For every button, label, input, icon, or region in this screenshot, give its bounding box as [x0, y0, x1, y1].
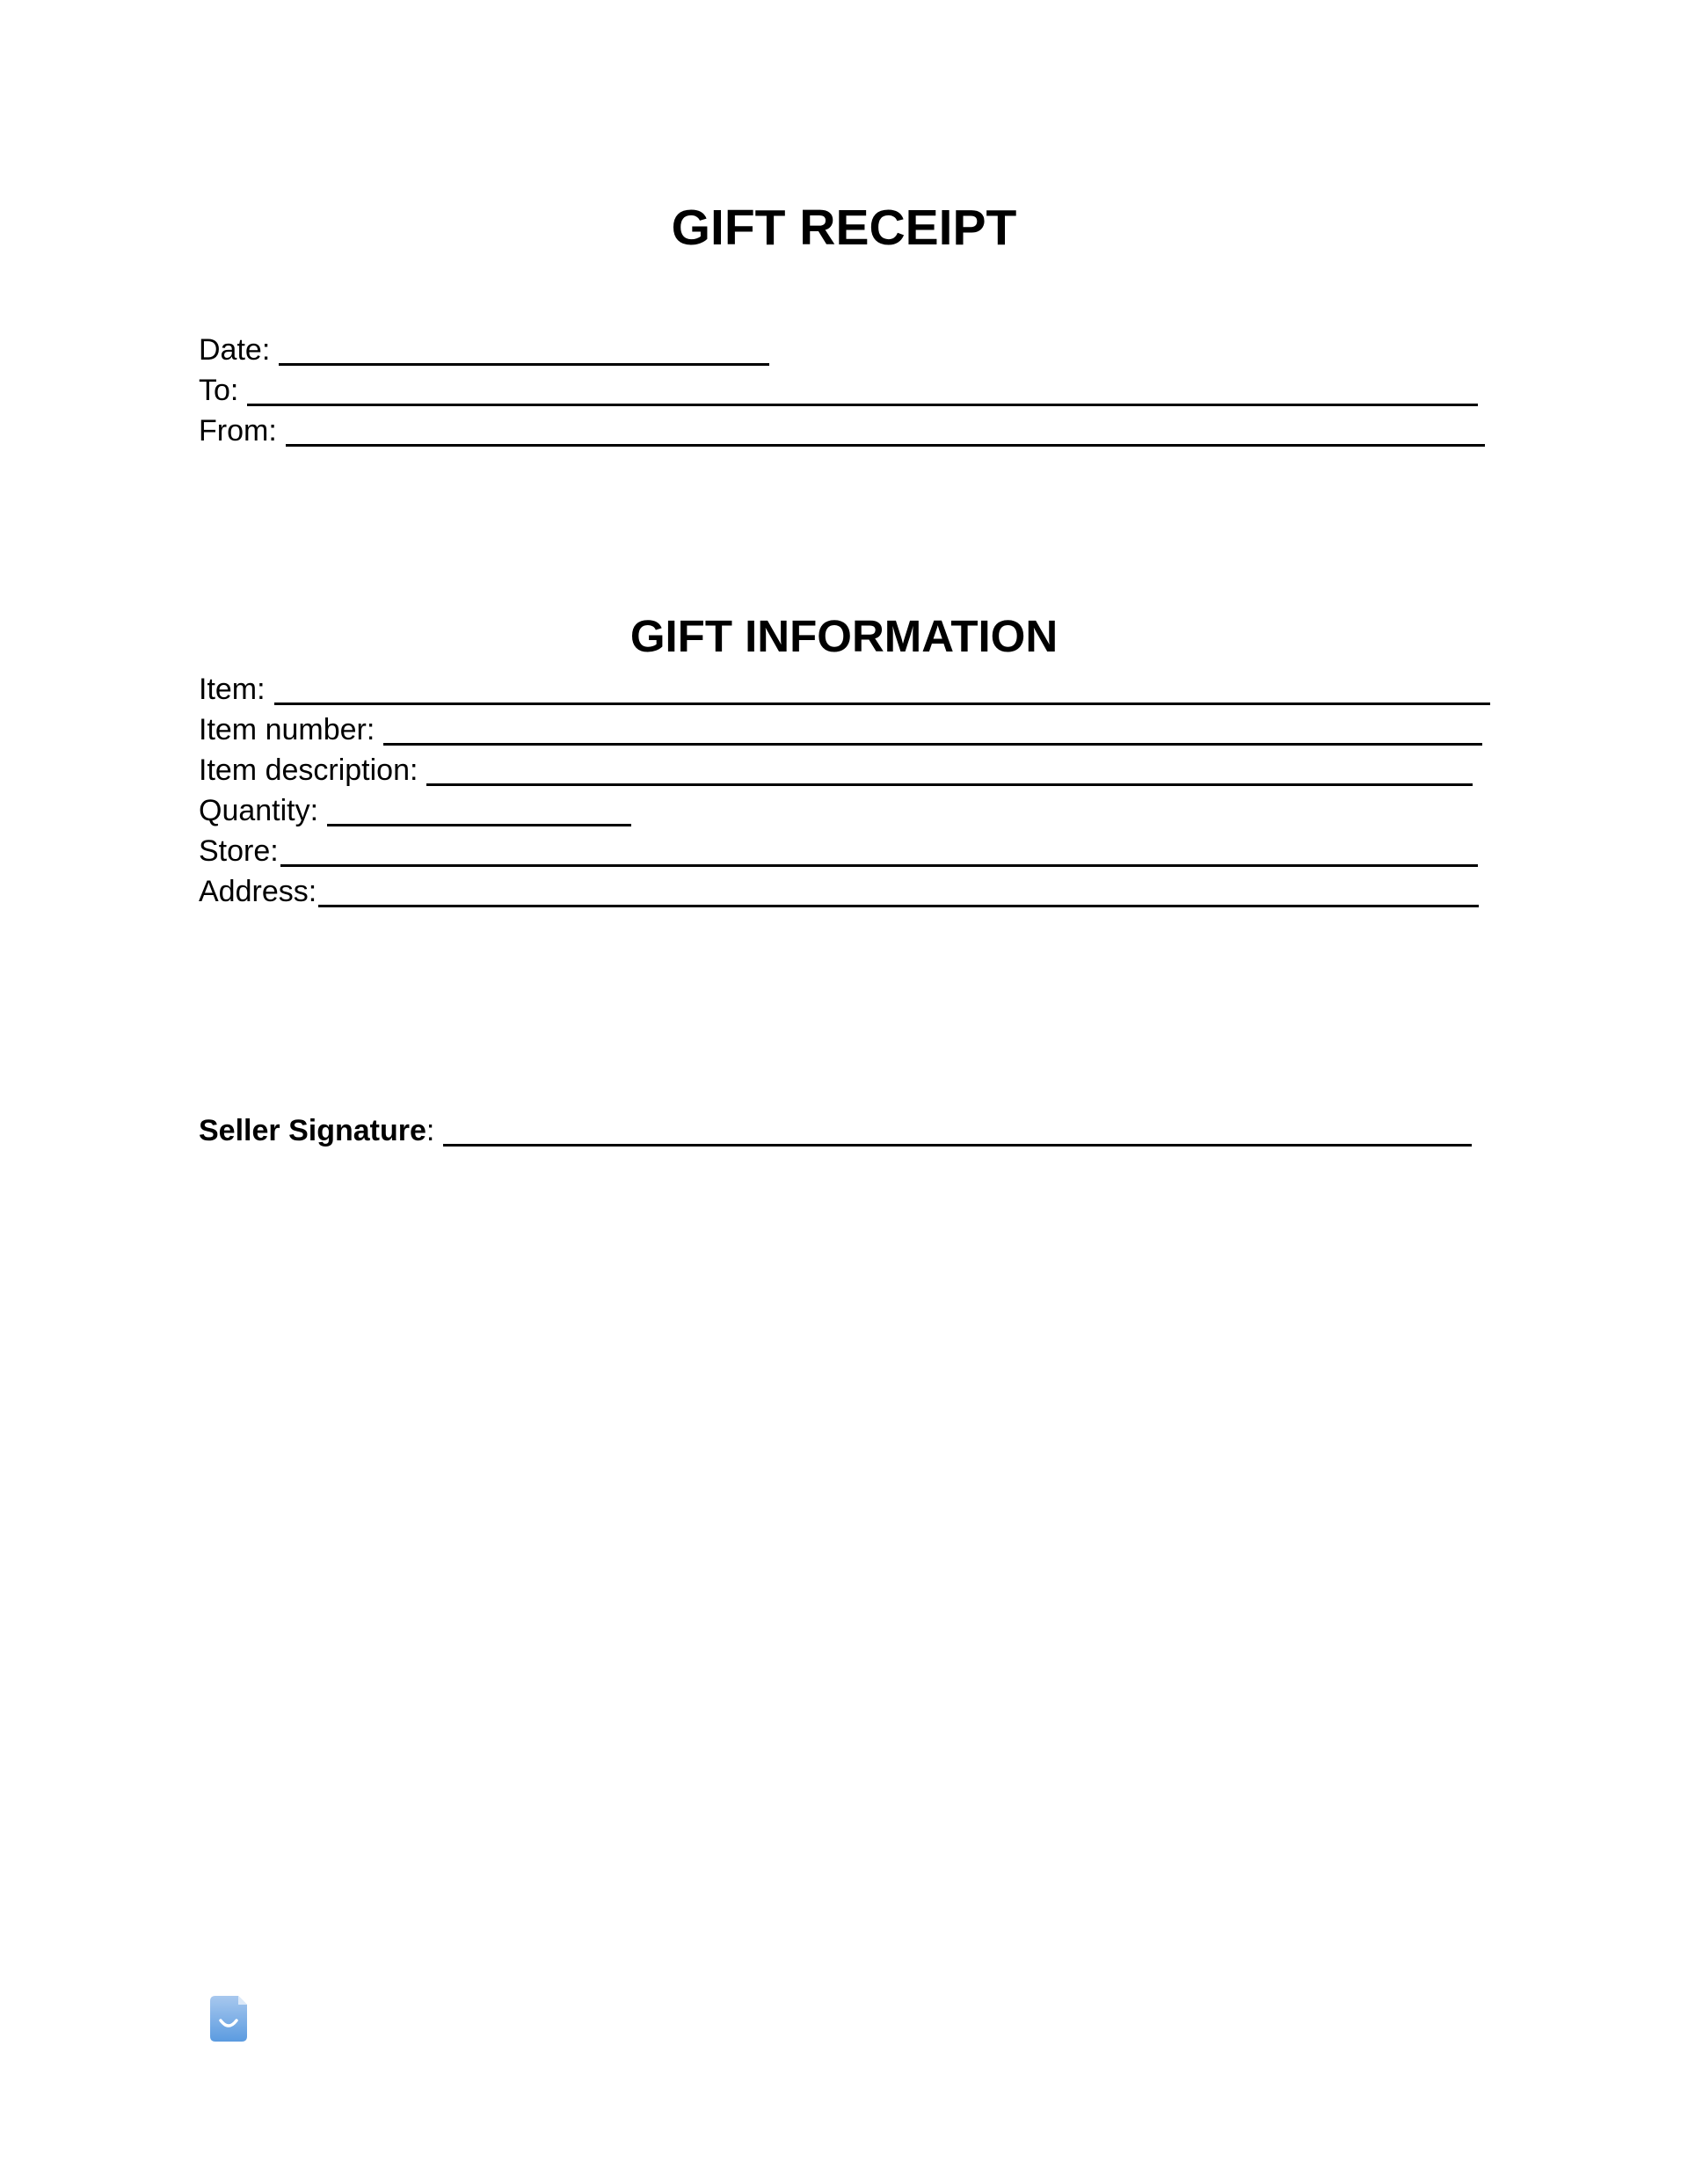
item-number-input-line[interactable]	[383, 743, 1482, 746]
date-field	[199, 329, 769, 369]
seller-signature-colon: :	[426, 1114, 435, 1147]
quantity-field	[199, 790, 631, 830]
item-number-label: Item number:	[199, 713, 375, 746]
from-field	[199, 410, 1485, 450]
quantity-label: Quantity:	[199, 794, 319, 827]
item-input-line[interactable]	[274, 703, 1490, 705]
quantity-input-line[interactable]	[327, 824, 631, 826]
from-input-line[interactable]	[286, 444, 1485, 447]
item-description-input-line[interactable]	[426, 783, 1473, 786]
item-description-label: Item description:	[199, 753, 418, 787]
document-logo-icon	[208, 1994, 249, 2043]
document-title: GIFT RECEIPT	[671, 200, 1017, 256]
address-input-line[interactable]	[318, 905, 1479, 907]
item-field	[199, 668, 1490, 709]
to-field	[199, 369, 1478, 410]
to-label: To:	[199, 374, 239, 407]
seller-signature-label	[199, 1113, 434, 1150]
seller-signature-field	[199, 1110, 1472, 1150]
address-label: Address:	[199, 875, 317, 908]
item-description-field	[199, 749, 1473, 790]
item-number-field	[199, 709, 1482, 749]
seller-signature-input-line[interactable]	[443, 1144, 1472, 1147]
date-input-line[interactable]	[279, 363, 769, 366]
to-input-line[interactable]	[247, 404, 1478, 406]
store-field	[199, 830, 1478, 870]
gift-information-heading: GIFT INFORMATION	[629, 611, 1059, 661]
date-label: Date:	[199, 333, 271, 367]
store-label: Store:	[199, 834, 279, 868]
store-input-line[interactable]	[280, 864, 1478, 867]
from-label: From:	[199, 414, 277, 448]
seller-signature-label-text: Seller Signature	[199, 1114, 426, 1147]
address-field	[199, 870, 1479, 911]
item-label: Item:	[199, 673, 266, 706]
